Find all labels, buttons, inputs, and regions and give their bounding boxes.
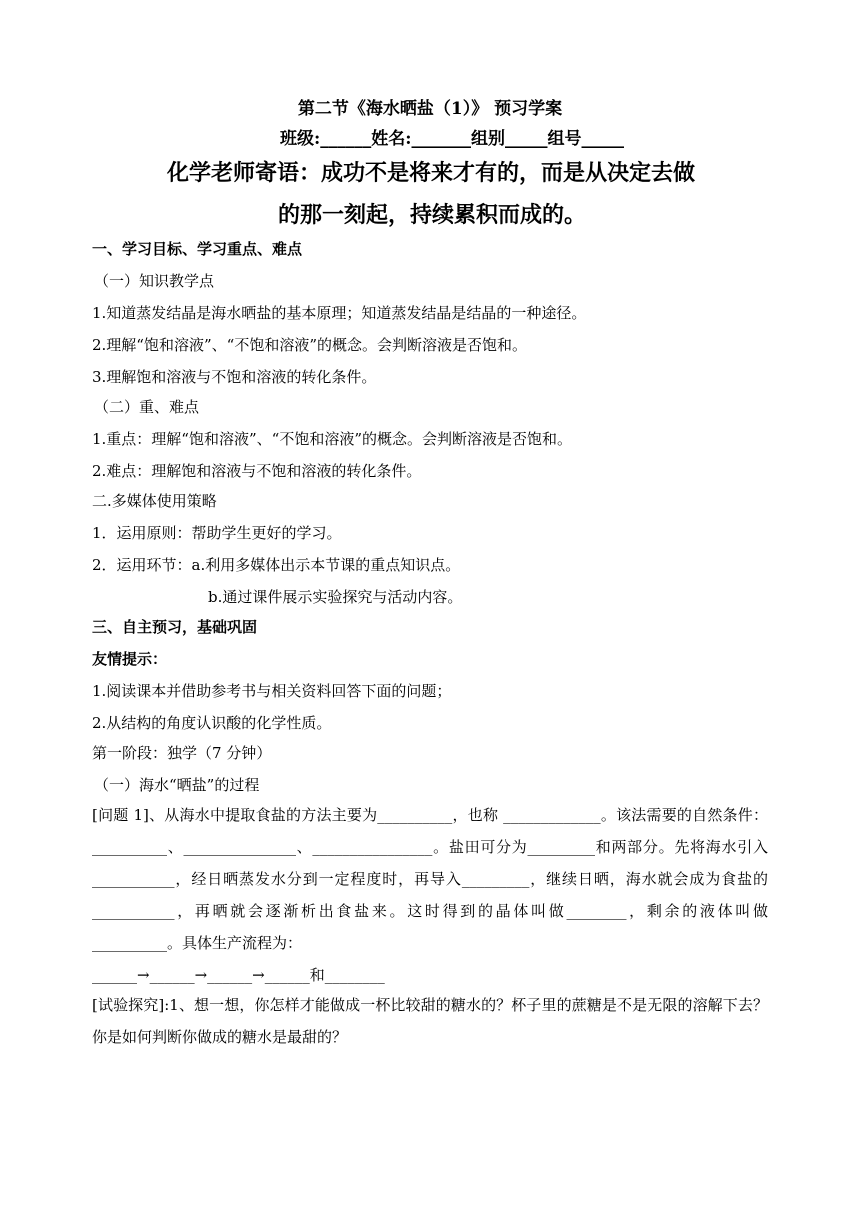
list-item: 1．运用原则：帮助学生更好的学习。 bbox=[92, 524, 342, 542]
section1-sub1: （一）知识教学点 bbox=[94, 272, 215, 290]
list-item: 2.理解“饱和溶液”、“不饱和溶液”的概念。会判断溶液是否饱和。 bbox=[92, 336, 527, 354]
motto-line-1: 化学老师寄语：成功不是将来才有的，而是从决定去做 bbox=[166, 160, 695, 186]
section3-heading: 三、自主预习，基础巩固 bbox=[92, 618, 258, 636]
section2-heading: 二.多媒体使用策略 bbox=[92, 492, 217, 510]
section1-heading: 一、学习目标、学习重点、难点 bbox=[92, 240, 303, 258]
problem-1-paragraph: [问题 1]、从海水中提取食盐的方法主要为__________，也称 _____________。该法需要的自然条件：__________、_______________、________________。盐田可分为_________和两部分。先将海水引入___________，经日晒蒸发水分到一定程度时，再导入_________，继续日晒，海水就会成为食盐的___________，再晒就会逐渐析出食盐来。这时得到的晶体叫做________，剩余的液体叫做__________。具体生产流程为： bbox=[92, 806, 768, 952]
document-title: 第二节《海水晒盐（1）》 预习学案 bbox=[297, 99, 563, 119]
student-info-line: 班级:______姓名:_______组别_____组号_____ bbox=[279, 129, 625, 149]
stage-label: 第一阶段：独学（7 分钟） bbox=[92, 744, 272, 762]
motto-line-2: 的那一刻起，持续累积而成的。 bbox=[277, 202, 586, 228]
tip-heading: 友情提示： bbox=[92, 650, 168, 668]
section3-sub1: （一）海水“晒盐”的过程 bbox=[94, 776, 260, 794]
list-item: b.通过课件展示实验探究与活动内容。 bbox=[208, 588, 463, 606]
list-item: 1.阅读课本并借助参考书与相关资料回答下面的问题； bbox=[92, 682, 452, 700]
production-flow: ______→______→______→______和________ bbox=[92, 966, 385, 984]
list-item: 2．运用环节：a.利用多媒体出示本节课的重点知识点。 bbox=[92, 556, 461, 574]
list-item: 1.知道蒸发结晶是海水晒盐的基本原理；知道蒸发结晶是结晶的一种途径。 bbox=[92, 304, 587, 322]
list-item: 3.理解饱和溶液与不饱和溶液的转化条件。 bbox=[92, 368, 377, 386]
section1-sub2: （二）重、难点 bbox=[94, 398, 200, 416]
list-item: 2.从结构的角度认识酸的化学性质。 bbox=[92, 714, 332, 732]
list-item: 2.难点：理解饱和溶液与不饱和溶液的转化条件。 bbox=[92, 462, 422, 480]
experiment-paragraph: [试验探究]:1、想一想，你怎样才能做成一杯比较甜的糖水的？杯子里的蔗糖是不是无限的溶解下去？你是如何判断你做成的糖水是最甜的？ bbox=[92, 996, 768, 1046]
list-item: 1.重点：理解“饱和溶液”、“不饱和溶液”的概念。会判断溶液是否饱和。 bbox=[92, 430, 572, 448]
